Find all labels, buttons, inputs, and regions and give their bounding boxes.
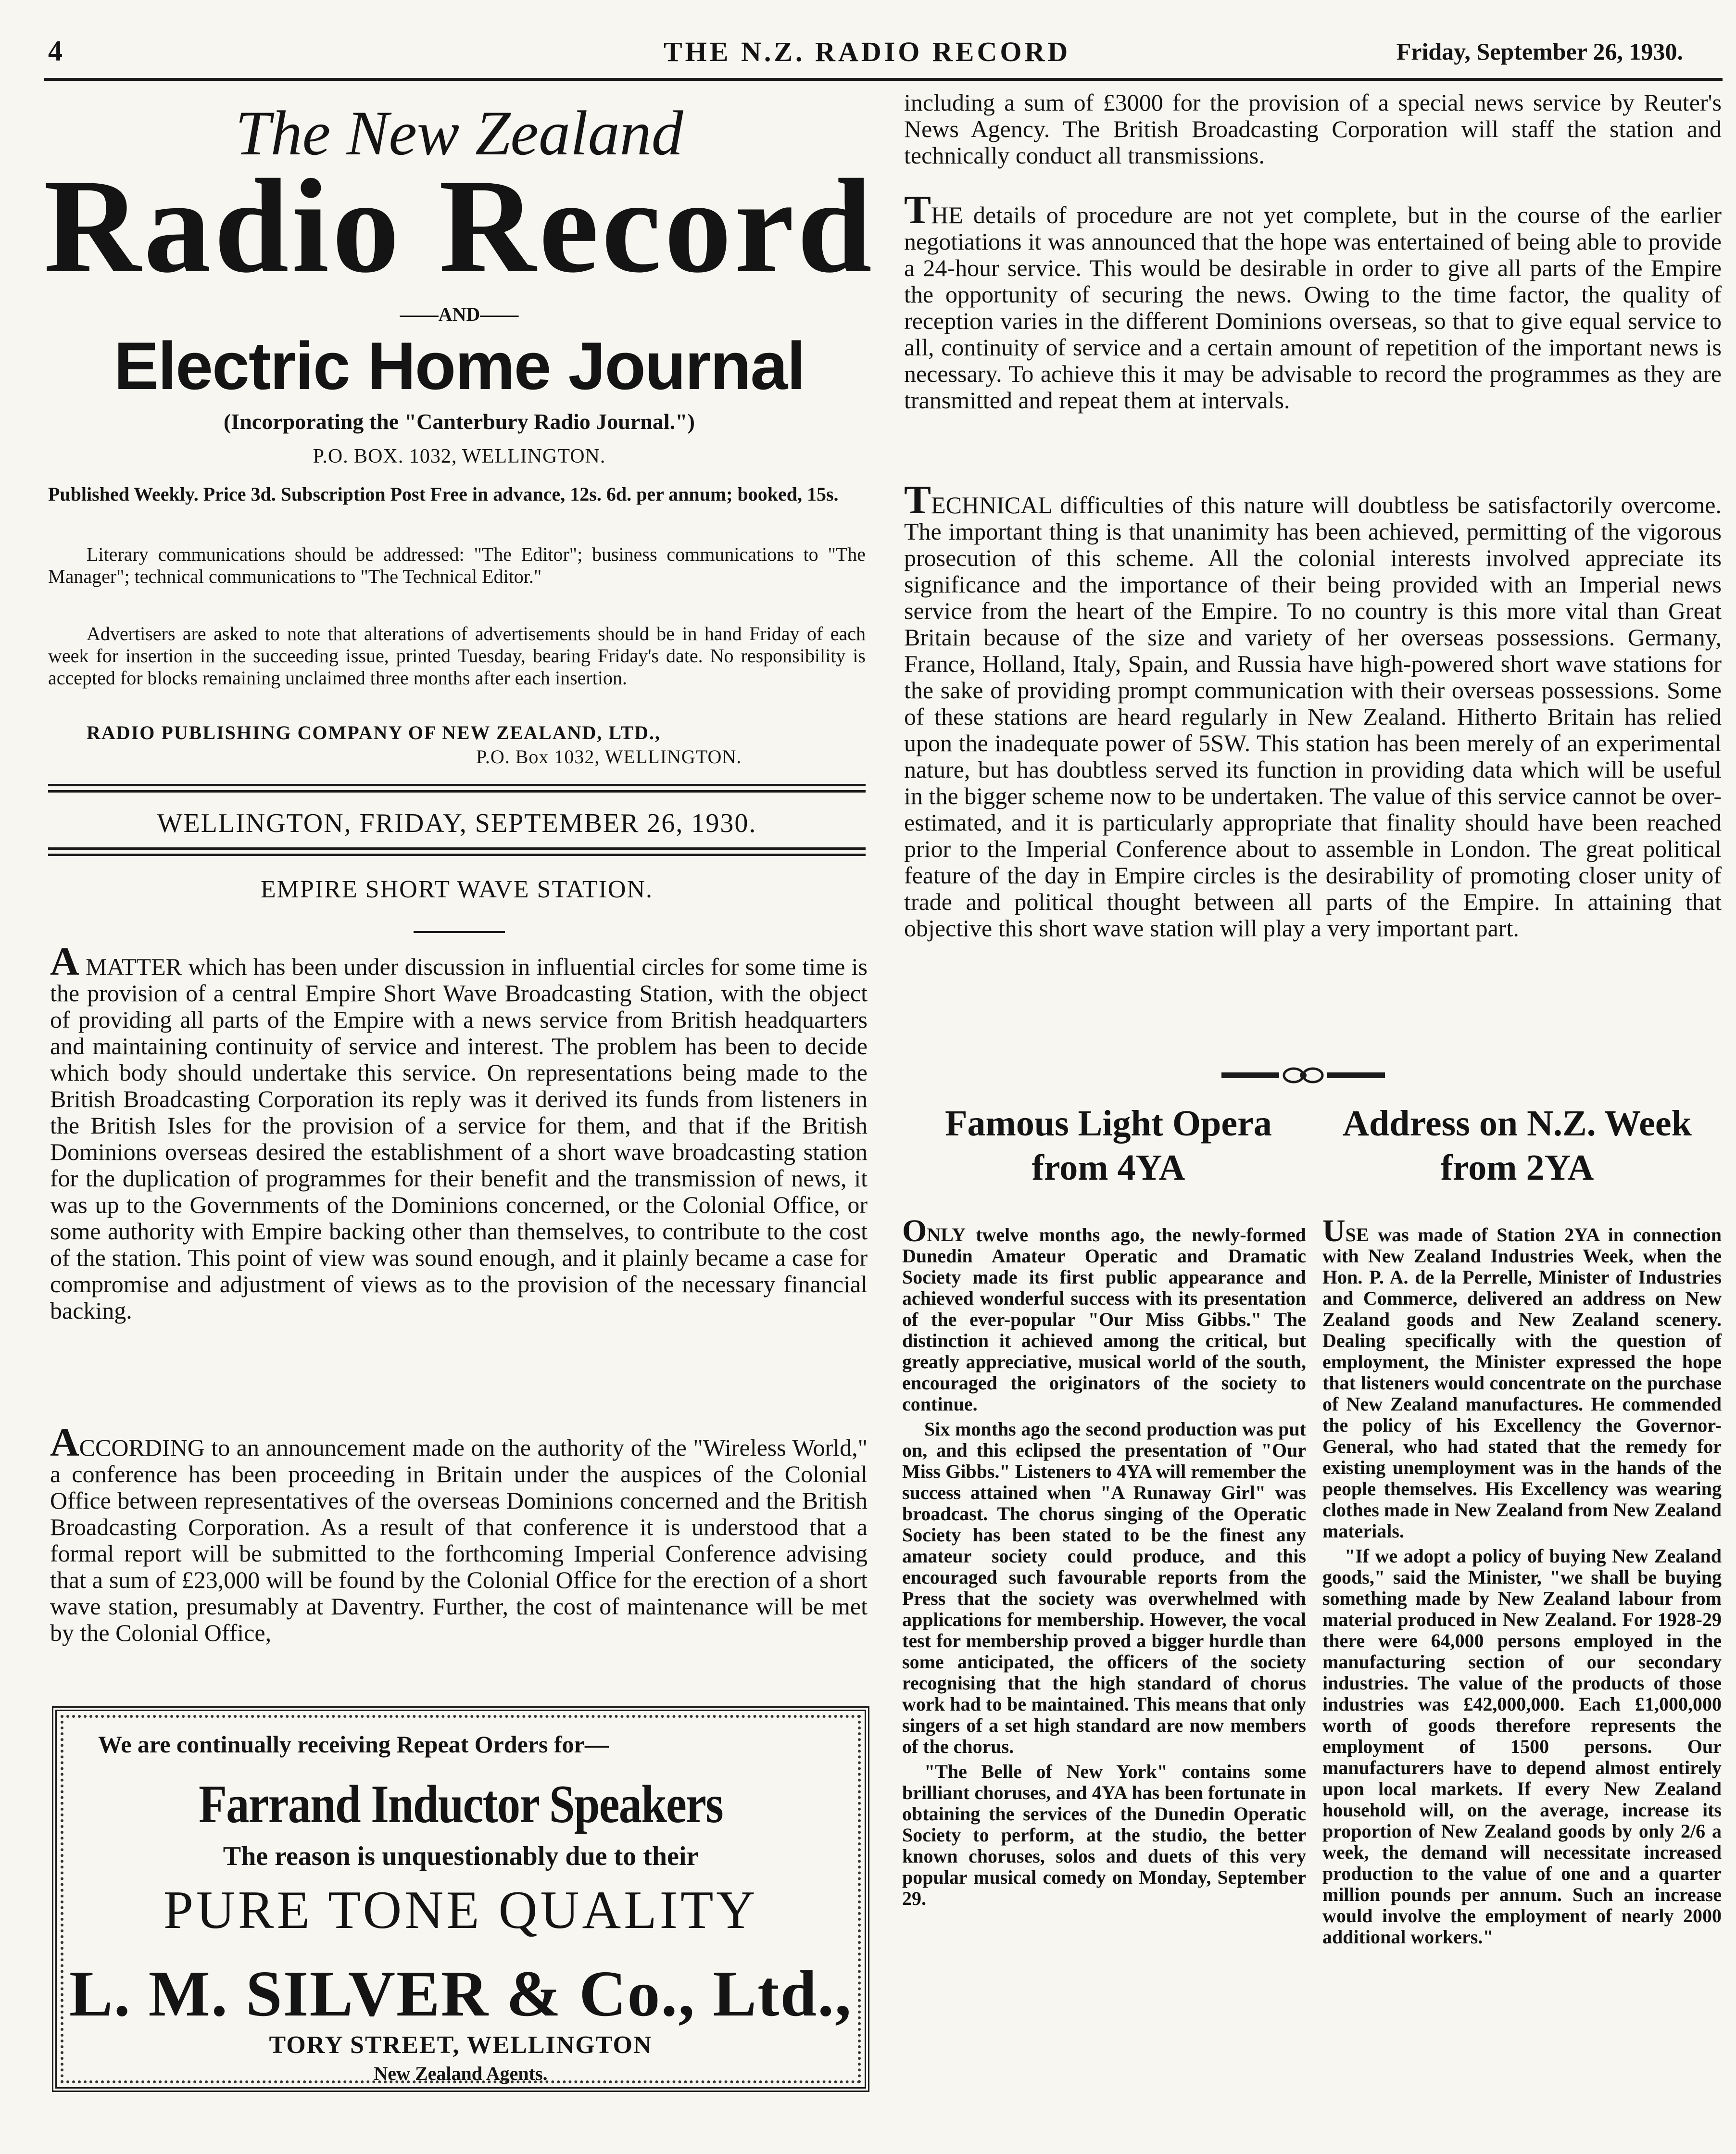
masthead-the-new-zealand: The New Zealand bbox=[235, 98, 683, 168]
editorial-paragraph-3: including a sum of £3000 for the provision of a special news service by Reuter's News Agency. The British Broadcasting Corporation will staff the station and technically conduct all transmissions. bbox=[904, 89, 1722, 169]
article-2ya-title: Address on N.Z. Week from 2YA bbox=[1343, 1103, 1692, 1188]
masthead-and: ——AND—— bbox=[400, 303, 519, 325]
ad-product-name: Farrand Inductor Speakers bbox=[199, 1775, 723, 1834]
drop-cap: A bbox=[50, 939, 79, 984]
ornament-divider bbox=[1221, 1067, 1385, 1084]
advertisers-text: Advertisers are asked to note that alterations of advertisements should be in hand Friday of each week for insertion in the succeeding issue, printed Tuesday, bearing Friday's date. No responsibility is accepted for blocks remaining unclaimed three months after each insertion. bbox=[48, 623, 866, 689]
paragraph-text: "The Belle of New York" contains some brilliant choruses, and 4YA has been fortunate in obtaining the services of the Dunedin Operatic Society to perform, at the studio, the better known choruses, solos and duets of this very popular musical comedy on Monday, September 29. bbox=[902, 1761, 1306, 1909]
article-4ya-paragraph-3 bbox=[902, 1761, 1306, 1909]
paragraph-text: CCORDING to an announcement made on the authority of the "Wireless World," a conference has been proceeding in Britain under the auspices of the Colonial Office between representatives of the overseas Dominions concerned and the British Broadcasting Corporation. As a result of that conference it is understood that a formal report will be submitted to the forthcoming Imperial Conference advising that a sum of £23,000 will be found by the Colonial Office for the erection of a short wave station, presumably at Daventry. Further, the cost of maintenance will be met by the Colonial Office, bbox=[50, 1434, 868, 1646]
ad-reason: The reason is unquestionably due to their bbox=[223, 1841, 699, 1871]
article-2ya-paragraph-1 bbox=[1322, 1213, 1722, 1542]
literary-info bbox=[48, 543, 866, 588]
title-rule bbox=[414, 931, 505, 933]
masthead-electric-home-journal: Electric Home Journal bbox=[113, 328, 805, 403]
paragraph-text: "If we adopt a policy of buying New Zealand goods," said the Minister, "we shall be buying something made by New Zealand labour from material produced in New Zealand. For 1928-29 there were 64,000 persons employed in the manufacturing section of our secondary industries. The value of the products of those industries was £42,000,000. Each £1,000,000 worth of goods therefore represents the employment of 1500 persons. Our manufacturers have to depend almost entirely upon local markets. If every New Zealand household will, on the average, increase its proportion of New Zealand goods by only 2/6 a week, the demand will necessitate increased production to the value of one and a quarter million pounds per annum. Such an increase would involve the employment of nearly 2000 additional workers." bbox=[1322, 1545, 1722, 1948]
paragraph-text: HE details of procedure are not yet complete, but in the course of the earlier negotiations it was announced that the hope was entertained of being able to provide a 24-hour service. This would be desirable in order to give all parts of the Empire the opportunity of securing the news. Owing to the time factor, the quality of reception varies in the different Dominions overseas, so that to give equal service to all, continuity of service and a certain amount of repetition of the important news is necessary. To achieve this it may be advisable to record the programmes as they are transmitted and repeat them at intervals. bbox=[904, 202, 1722, 414]
paragraph-text: ECHNICAL difficulties of this nature will doubtless be satisfactorily overcome. The important thing is that unanimity has been achieved, permitting of the vigorous prosecution of this scheme. All the colonial interests involved appreciate its significance and the importance of their being provided with an Imperial news service from the heart of the Empire. To no country is this more vital than Great Britain because of the size and variety of her overseas possessions. Germany, France, Holland, Italy, Spain, and Russia have high-powered short wave stations for the sake of providing prompt communication with their overseas possessions. Some of these stations are heard regularly in New Zealand. Hitherto Britain has relied upon the inadequate power of 5SW. This station has been merely of an experimental nature, but has doubtless served its function in providing data which will be useful in the bigger scheme now to be undertaken. The value of this service cannot be over-estimated, and it is particularly appropriate that finality should have been reached prior to the Imperial Conference about to assemble in London. The great political feature of the day in Empire circles is the desirability of promoting closer unity of trade and political thought between all parts of the Empire. In attaining that objective this short wave station will play a very important part. bbox=[904, 491, 1722, 942]
drop-cap: T bbox=[904, 188, 931, 232]
company-name: RADIO PUBLISHING COMPANY OF NEW ZEALAND, LTD., bbox=[87, 722, 661, 743]
paragraph-text: Six months ago the second production was put on, and this eclipsed the presentation of "Our Miss Gibbs." Listeners to 4YA will remember the success attained when "A Runaway Girl" was broadcast. The chorus singing of the Operatic Society has been stated to be the finest any amateur society could produce, and this encouraged such favourable reports from the Press that the society was overwhelmed with applications for membership. However, the vocal test for membership proved a bigger hurdle than some anticipated, the officers of the society recognising that the high standard of chorus work had to be maintained. This means that only singers of a set high standard are now members of the chorus. bbox=[902, 1418, 1306, 1757]
double-rule-top bbox=[48, 784, 866, 793]
masthead-po-box: P.O. BOX. 1032, WELLINGTON. bbox=[313, 445, 606, 467]
paragraph-text: MATTER which has been under discussion in influential circles for some time is the provision of a central Empire Short Wave Broadcasting Station, with the object of providing all parts of the Empire with a news service from British headquarters and maintaining continuity of service and interest. The problem has been to decide which body should undertake this service. On representations being made to the British Broadcasting Corporation its reply was it derived its funds from listeners in the British Isles for the provision of a service for them, and that if the British Dominions overseas desired the establishment of a short wave broadcasting station for the duplication of programmes for their benefit and the transmission of news, it was up to the Governments of the Dominions concerned, or the Colonial Office, or some authority with Empire backing other than themselves, to contribute to the cost of the station. This point of view was sound enough, and it plainly became a case for compromise and adjustment of views as to the provision of the necessary financial backing. bbox=[50, 953, 868, 1324]
article-4ya-paragraph-2 bbox=[902, 1419, 1306, 1757]
article-4ya-body bbox=[902, 1213, 1306, 1913]
ad-agents: New Zealand Agents. bbox=[374, 2063, 548, 2084]
farrand-speakers-advertisement bbox=[52, 1706, 869, 2092]
article-2ya-body bbox=[1322, 1213, 1722, 1952]
drop-cap: T bbox=[904, 478, 931, 522]
masthead-incorporating: (Incorporating the "Canterbury Radio Journal.") bbox=[223, 409, 695, 434]
editorial-paragraph-5 bbox=[904, 478, 1722, 942]
paragraph-text: NLY twelve months ago, the newly-formed Dunedin Amateur Operatic and Dramatic Society made its first public appearance and achieved wonderful success with its presentation of the ever-popular "Our Miss Gibbs." The distinction it achieved among the critical, but greatly appreciative, musical world of the south, encouraged the originators of the society to continue. bbox=[902, 1224, 1306, 1415]
advertisers-info bbox=[48, 623, 866, 689]
paragraph-text: SE was made of Station 2YA in connection with New Zealand Industries Week, when the Hon. P. A. de la Perrelle, Minister of Industries and Commerce, delivered an address on New Zealand goods and New Zealand scenery. Dealing specifically with the question of employment, the Minister expressed the hope that listeners would concentrate on the purchase of New Zealand manufactures. He commended the policy of his Excellency the Governor-General, who had stated that the remedy for existing unemployment was in the hands of the people themselves. His Excellency was wearing clothes made in New Zealand from New Zealand materials. bbox=[1322, 1224, 1722, 1542]
drop-cap: U bbox=[1322, 1213, 1346, 1248]
ad-address: TORY STREET, WELLINGTON bbox=[269, 2031, 653, 2059]
subscription-info: Published Weekly. Price 3d. Subscription Post Free in advance, 12s. 6d. per annum; booked, 15s. bbox=[48, 483, 839, 505]
ad-repeat-orders: We are continually receiving Repeat Orders for— bbox=[98, 1731, 609, 1758]
editorial-dateline: WELLINGTON, FRIDAY, SEPTEMBER 26, 1930. bbox=[157, 808, 757, 838]
article-4ya-title: Famous Light Opera from 4YA bbox=[945, 1103, 1272, 1188]
masthead-radio-record: Radio Record bbox=[43, 151, 875, 301]
editorial-title: EMPIRE SHORT WAVE STATION. bbox=[260, 876, 654, 903]
company-address: P.O. Box 1032, WELLINGTON. bbox=[476, 746, 742, 768]
editorial-paragraph-2 bbox=[50, 1420, 868, 1646]
literary-text: Literary communications should be addressed: "The Editor"; business communications to "The Manager"; technical communications to "The Technical Editor." bbox=[48, 543, 866, 587]
ad-pure-tone: PURE TONE QUALITY bbox=[163, 1880, 758, 1940]
article-2ya-paragraph-2 bbox=[1322, 1546, 1722, 1948]
drop-cap: O bbox=[902, 1213, 927, 1248]
double-rule-bottom bbox=[48, 847, 866, 856]
editorial-paragraph-1 bbox=[50, 939, 868, 1324]
article-4ya-paragraph-1 bbox=[902, 1213, 1306, 1415]
issue-date: Friday, September 26, 1930. bbox=[1396, 38, 1683, 65]
editorial-paragraph-4 bbox=[904, 188, 1722, 414]
publication-title: THE N.Z. RADIO RECORD bbox=[664, 36, 1071, 67]
drop-cap: A bbox=[50, 1420, 79, 1465]
ad-company: L. M. SILVER & Co., Ltd., bbox=[69, 1958, 853, 2030]
header-rule bbox=[44, 78, 1723, 81]
page-number: 4 bbox=[48, 35, 63, 67]
